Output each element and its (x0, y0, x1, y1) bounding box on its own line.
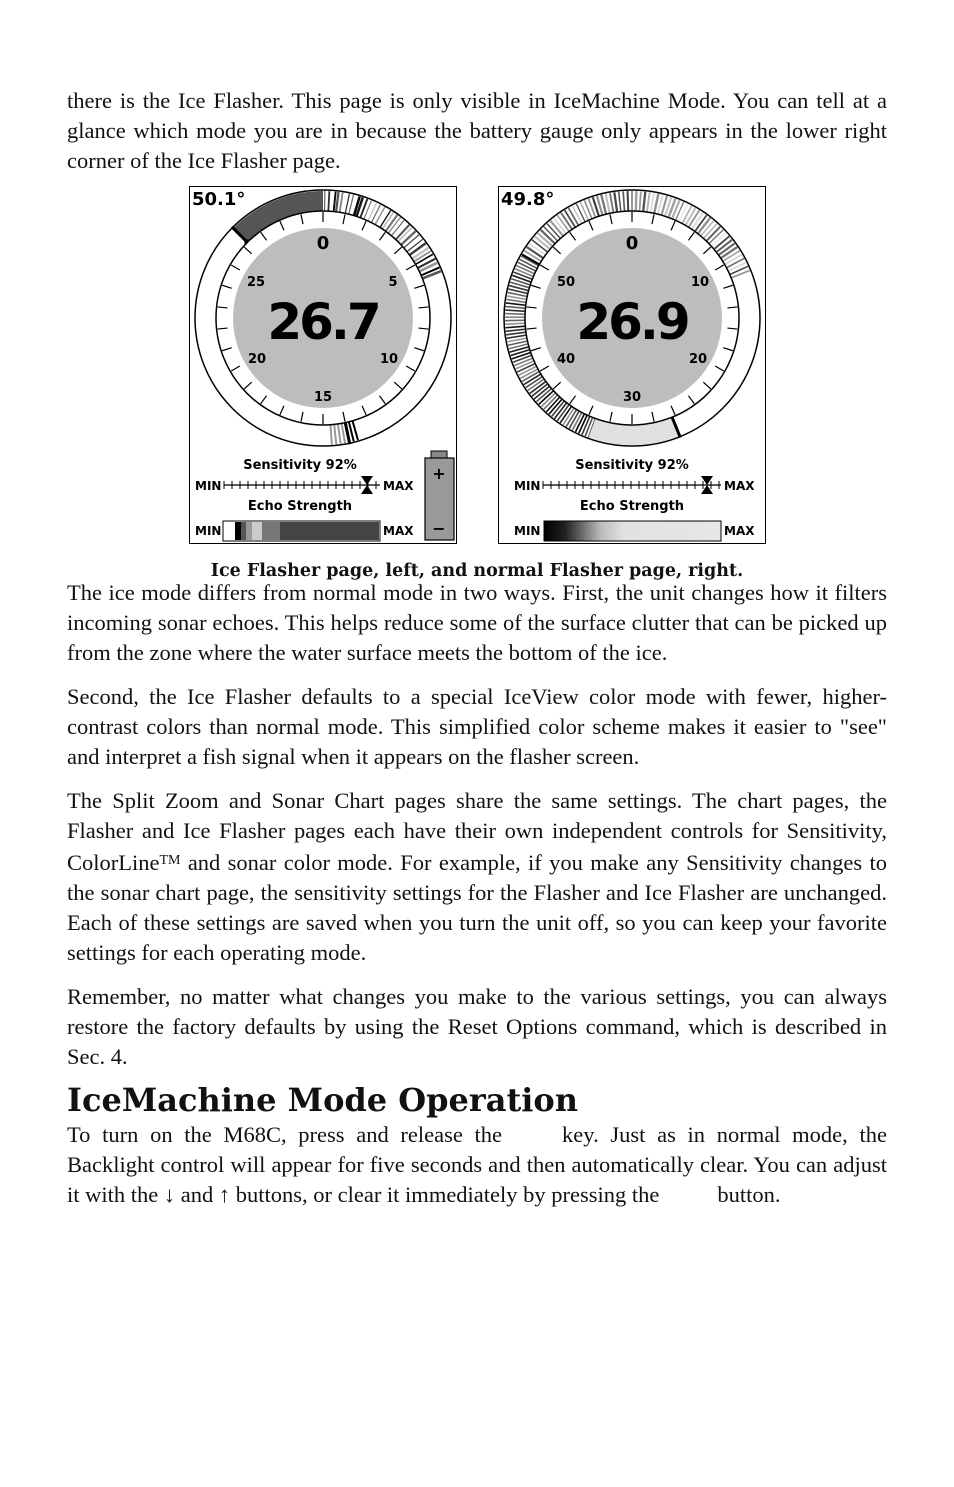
section-heading: IceMachine Mode Operation (67, 1081, 579, 1119)
ice-flasher-screen (189, 186, 457, 544)
sensitivity-max-label: MAX (724, 479, 755, 493)
paragraph-reset: Remember, no matter what changes you make to the various settings, you can always restore the factory defaults by using the Reset Options command, which is described in Sec. 4. (67, 984, 887, 1069)
battery-gauge (425, 451, 454, 540)
scale-label-30: 30 (622, 390, 642, 405)
echo-max-label: MAX (383, 524, 414, 538)
depth-readout: 26.9 (576, 293, 688, 351)
water-temperature: 50.1° (192, 189, 246, 210)
echo-strength-label: Echo Strength (247, 499, 353, 514)
flasher-figure (67, 186, 887, 581)
normal-flasher-graphic (499, 187, 765, 543)
settings-text-b: and sonar color mode. For example, if you make any Sensitivity changes to the sonar chart page, the sensitivity settings for the Flasher and Ice Flasher are unchanged. Each of these settings are saved when you turn the unit off, so you can keep your favorite settings for each operating mode. (67, 850, 887, 965)
settings-text-a: The Split Zoom and Sonar Chart pages share the same settings. The chart pages, the Flasher and Ice Flasher pages each have their own independent controls for Sensitivity, ColorLine (67, 788, 887, 875)
echo-max-label: MAX (724, 524, 755, 538)
scale-label-20: 20 (247, 352, 267, 367)
echo-strength-bar (223, 521, 380, 541)
echo-min-label: MIN (195, 524, 222, 538)
paragraph-operation (67, 1120, 887, 1210)
scale-label-20: 20 (688, 352, 708, 367)
scale-label-50: 50 (556, 275, 576, 290)
paragraph-settings (67, 786, 887, 968)
echo-min-label: MIN (514, 524, 541, 538)
scale-label-0: 0 (625, 233, 639, 254)
bottom-echo-line (330, 425, 331, 445)
sensitivity-slider[interactable] (224, 476, 380, 494)
depth-readout: 26.7 (267, 293, 379, 351)
scale-label-5: 5 (388, 275, 398, 290)
echo-line (328, 191, 329, 211)
trademark-mark: TM (159, 853, 181, 868)
scale-label-25: 25 (246, 275, 266, 290)
echo-line (636, 191, 637, 211)
figure-caption: Ice Flasher page, left, and normal Flasher page, right. (210, 561, 744, 581)
battery-plus-icon: + (432, 464, 446, 483)
scale-label-15: 15 (313, 390, 333, 405)
intro-paragraph: there is the Ice Flasher. This page is only visible in IceMachine Mode. You can tell at a glance which mode you are in because the battery gauge only appears in the lower right corner of the Ice Flasher page. (67, 88, 887, 173)
scale-label-0: 0 (316, 233, 330, 254)
echo-strength-bar (544, 521, 721, 541)
sensitivity-slider[interactable] (543, 476, 721, 494)
operation-text-c: button. (717, 1182, 781, 1207)
sensitivity-min-label: MIN (514, 479, 541, 493)
echo-strength-label: Echo Strength (579, 499, 685, 514)
ice-flasher-graphic (190, 187, 456, 543)
paragraph-iceview: Second, the Ice Flasher defaults to a special IceView color mode with fewer, higher-contrast colors than normal mode. This simplified color scheme makes it easier to "see" and interpret a fish signal when it appears on the flasher screen. (67, 684, 887, 769)
operation-text-a: To turn on the M68C, press and release the (67, 1122, 503, 1147)
scale-label-40: 40 (556, 352, 576, 367)
sensitivity-label: Sensitivity 92% (575, 458, 689, 473)
paragraph-ice-mode: The ice mode differs from normal mode in two ways. First, the unit changes how it filters incoming sonar echoes. This helps reduce some of the surface clutter that can be picked up from the zone where the water surface meets the bottom of the ice. (67, 580, 887, 665)
scale-label-10: 10 (379, 352, 399, 367)
battery-minus-icon: − (432, 519, 446, 538)
sensitivity-label: Sensitivity 92% (243, 458, 357, 473)
echo-line (505, 323, 525, 324)
normal-flasher-screen (498, 186, 766, 544)
water-temperature: 49.8° (501, 189, 555, 210)
sensitivity-min-label: MIN (195, 479, 222, 493)
operation-text-b: key. Just as in normal mode, the Backlight control will appear for five seconds and then automatically clear. You can adjust it with the ↓ and ↑ buttons, or clear it immediately by pressing the (67, 1122, 887, 1207)
manual-page (67, 86, 887, 1210)
echo-line (628, 191, 629, 211)
scale-label-10: 10 (690, 275, 710, 290)
sensitivity-max-label: MAX (383, 479, 414, 493)
echo-line (505, 314, 525, 315)
